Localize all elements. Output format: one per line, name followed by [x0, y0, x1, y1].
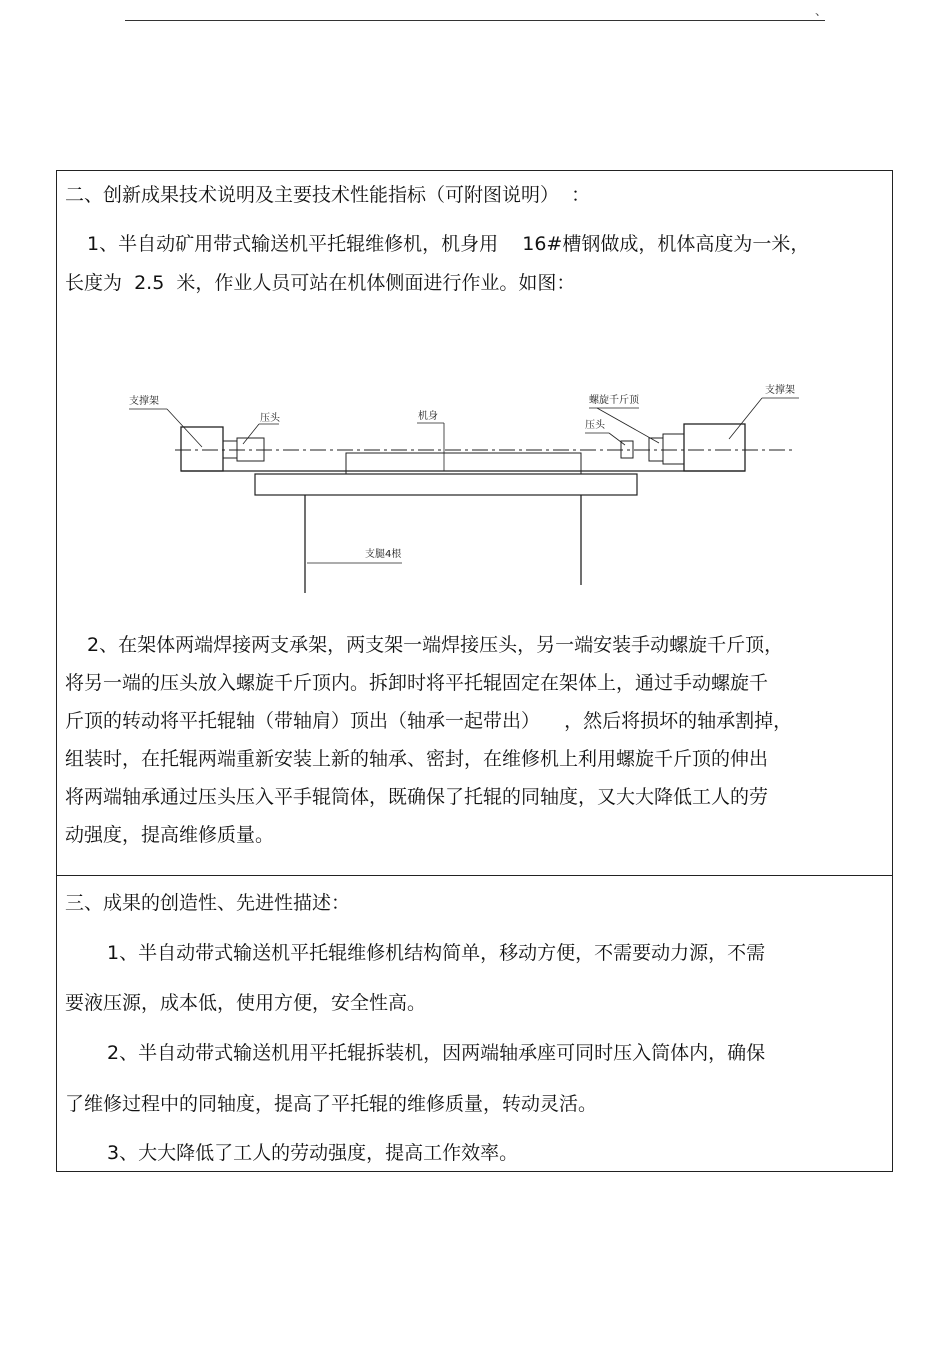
label-support-right: 支撑架 [765, 385, 795, 396]
section2-p2-line3: 斤顶的转动将平托辊轴（带轴肩）顶出（轴承一起带出） ，然后将损坏的轴承割掉， [65, 710, 793, 732]
label-legs: 支腿4根 [365, 549, 402, 560]
section3-p1-line2: 要液压源，成本低，使用方便，安全性高。 [65, 992, 427, 1014]
header-mark: 、 [815, 4, 828, 18]
section2-p1-line1: 1、半自动矿用带式输送机平托辊维修机，机身用 16#槽钢做成，机体高度为一米， [87, 233, 810, 255]
section-divider [57, 875, 892, 876]
label-screw-jack: 螺旋千斤顶 [589, 395, 639, 406]
section2-p2-line1: 2、在架体两端焊接两支承架，两支架一端焊接压头，另一端安装手动螺旋千斤顶， [87, 634, 784, 656]
section3-p2-line1: 2、半自动带式输送机用平托辊拆装机，因两端轴承座可同时压入筒体内，确保 [107, 1042, 766, 1064]
section3-p3-line1: 3、大大降低了工人的劳动强度，提高工作效率。 [107, 1142, 519, 1164]
section2-p2-line6: 动强度，提高维修质量。 [65, 824, 275, 846]
section3-p1-line1: 1、半自动带式输送机平托辊维修机结构简单，移动方便，不需要动力源，不需 [107, 942, 766, 964]
section3-p2-line2: 了维修过程中的同轴度，提高了平托辊的维修质量，转动灵活。 [65, 1093, 598, 1115]
content-table [56, 170, 893, 1172]
section2-p2-line4: 组装时，在托辊两端重新安装上新的轴承、密封，在维修机上利用螺旋千斤顶的伸出 [65, 748, 769, 770]
section2-p1-line2: 长度为 2.5 米，作业人员可站在机体侧面进行作业。如图： [65, 272, 576, 294]
section2-p2-line2: 将另一端的压头放入螺旋千斤顶内。拆卸时将平托辊固定在架体上，通过手动螺旋千 [65, 672, 769, 694]
section2-p2-line5: 将两端轴承通过压头压入平手辊筒体，既确保了托辊的同轴度，又大大降低工人的劳 [65, 786, 769, 808]
section2-title: 二、创新成果技术说明及主要技术性能指标（可附图说明） ： [65, 184, 591, 206]
label-support-left: 支撑架 [129, 396, 159, 407]
header-rule [125, 20, 825, 21]
label-press-head-left: 压头 [260, 413, 280, 424]
label-press-head-right: 压头 [585, 420, 605, 431]
label-body: 机身 [418, 411, 438, 422]
section3-title: 三、成果的创造性、先进性描述： [65, 892, 351, 914]
